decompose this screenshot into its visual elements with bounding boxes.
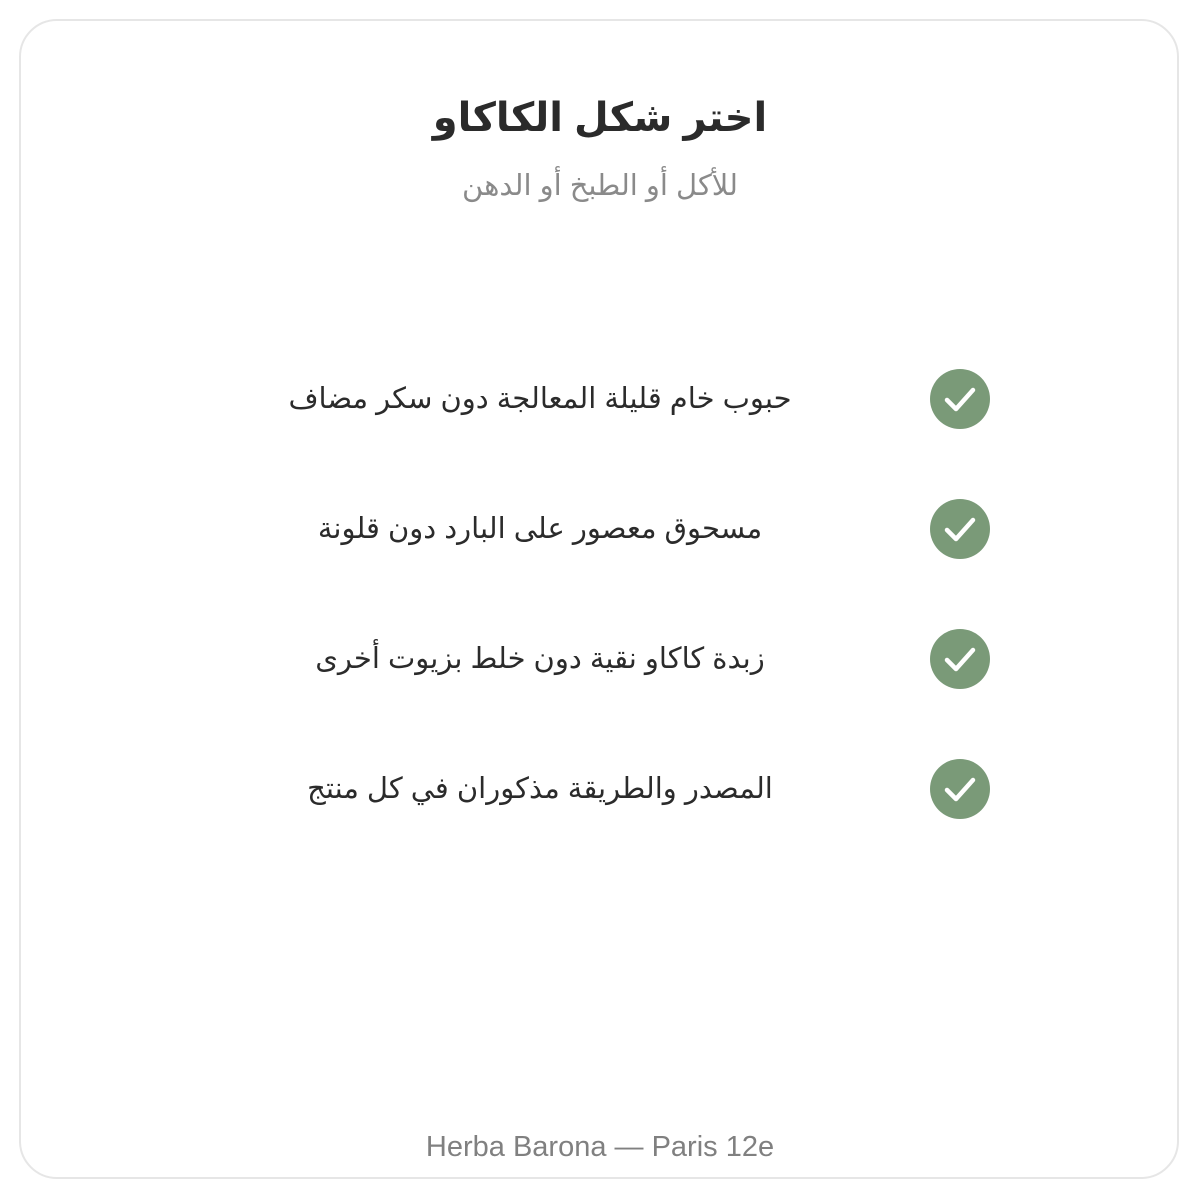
list-item-label: المصدر والطريقة مذكوران في كل منتج — [307, 773, 773, 805]
footer-brand: Herba Barona — Paris 12e — [425, 1131, 775, 1163]
list-item — [0, 498, 1200, 560]
list-item — [0, 368, 1200, 430]
list-item — [0, 758, 1200, 820]
check-circle-icon — [929, 758, 991, 820]
list-item-label: زبدة كاكاو نقية دون خلط بزيوت أخرى — [315, 643, 765, 675]
list-item-label: حبوب خام قليلة المعالجة دون سكر مضاف — [288, 383, 792, 415]
list-item-label: مسحوق معصور على البارد دون قلونة — [317, 513, 763, 545]
page-subtitle: للأكل أو الطبخ أو الدهن — [462, 170, 738, 202]
check-circle-icon — [929, 368, 991, 430]
check-circle-icon — [929, 628, 991, 690]
list-item — [0, 628, 1200, 690]
check-circle-icon — [929, 498, 991, 560]
page-title: اختر شكل الكاكاو — [432, 96, 768, 140]
